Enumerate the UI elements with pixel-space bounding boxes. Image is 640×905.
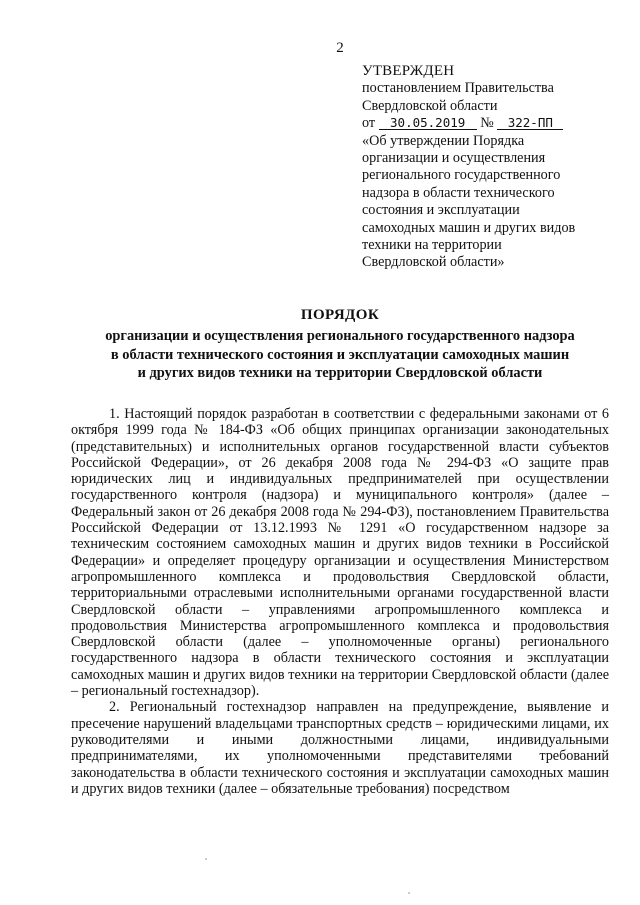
approval-date-line (362, 115, 632, 132)
approval-heading: УТВЕРЖДЕН (362, 63, 455, 79)
paragraph-2: 2. Региональный гостехнадзор направлен на предупреждение, выявление и пресечение нарушений владельцами транспортных средств – юридическими лицами, их руководителями и иными должностными лицами, индивидуальными предпринимателями, их уполномоченными представителями требований законодательства в области технического состояния и эксплуатации самоходных машин и других видов техники (далее – обязательные требования) посредством (71, 699, 609, 797)
document-title (60, 306, 620, 383)
approval-subject-3: регионального государственного (362, 167, 561, 184)
date-prefix: от (362, 115, 376, 132)
approval-subject-4: надзора в области технического (362, 184, 555, 201)
approval-number: 322-ПП (497, 116, 563, 130)
approval-line-1: постановлением Правительства (362, 80, 554, 97)
number-prefix: № (480, 115, 494, 132)
approval-subject-7: техники на территории (362, 237, 502, 254)
title-line-4: и других видов техники на территории Свердловской области (137, 365, 543, 382)
title-line-3: в области технического состояния и эксплуатации самоходных машин (110, 346, 570, 363)
approval-subject-5: состояния и эксплуатации (362, 202, 520, 219)
approval-subject-6: самоходных машин и других видов (362, 219, 576, 236)
scan-speck (408, 892, 410, 894)
approval-line-2: Свердловской области (362, 97, 498, 114)
scan-speck (205, 858, 207, 860)
approval-subject-1: «Об утверждении Порядка (362, 132, 525, 149)
approval-subject-8: Свердловской области» (362, 254, 505, 271)
page-number: 2 (336, 40, 344, 56)
paragraph-1: 1. Настоящий порядок разработан в соответствии с федеральными законами от 6 октября 1999 года № 184-ФЗ «Об общих принципах организации законодательных (представительных) и исполнительных органов государственной власти субъектов Российской Федерации», от 26 декабря 2008 года № 294-ФЗ «О защите прав юридических лиц и индивидуальных предпринимателей при осуществлении государственного контроля (надзора) и муниципального контроля» (далее – Федеральный закон от 26 декабря 2008 года № 294-ФЗ), постановлением Правительства Российской Федерации от 13.12.1993 № 1291 «О государственном надзоре за техническим состоянием самоходных машин и других видов техники в Российской Федерации» и определяет процедуру организации и осуществления Министерством агропромышленного комплекса и продовольствия Свердловской области, территориальными отраслевыми исполнительными органами государственной власти Свердловской области – управлениями агропромышленного комплекса и продовольствия Министерства агропромышленного комплекса и продовольствия Свердловской области (далее – уполномоченные органы) регионального государственного надзора в области технического состояния и эксплуатации самоходных машин и других видов техники на территории Свердловской области (далее – региональный гостехнадзор). (71, 406, 609, 700)
approval-subject-2: организации и осуществления (362, 150, 546, 167)
title-line-1: ПОРЯДОК (300, 307, 380, 323)
approval-stamp (362, 63, 632, 272)
approval-date: 30.05.2019 (379, 116, 477, 130)
document-body (71, 406, 609, 797)
title-line-2: организации и осуществления регионального государственного надзора (105, 328, 575, 345)
